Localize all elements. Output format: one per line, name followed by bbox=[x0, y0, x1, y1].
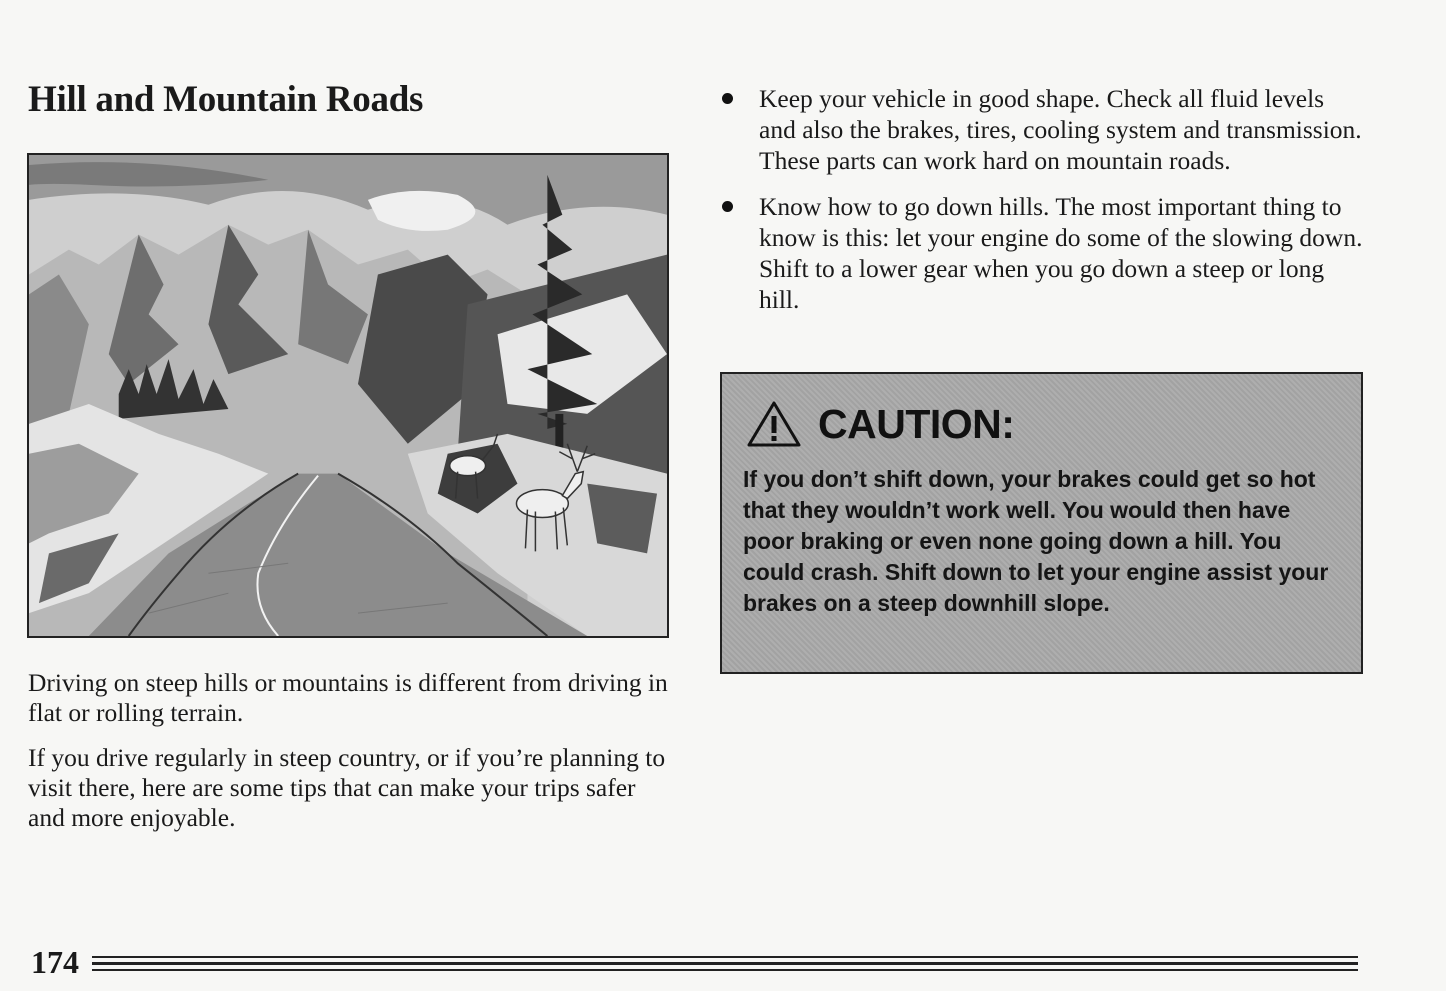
footer-rule bbox=[92, 962, 1358, 965]
bullet-icon bbox=[722, 93, 733, 104]
footer-rule bbox=[92, 969, 1358, 971]
list-item bbox=[716, 191, 1366, 315]
list-item-text: Keep your vehicle in good shape. Check all fluid levels and also the brakes, tires, cooling system and transmission. These parts can work hard on mountain roads. bbox=[759, 84, 1362, 175]
footer-rule bbox=[92, 956, 1358, 958]
bullet-icon bbox=[722, 201, 733, 212]
list-item-text: Know how to go down hills. The most important thing to know is this: let your engine do some of the slowing down. Shift to a lower gear when you go down a steep or long hill. bbox=[759, 192, 1363, 314]
mountain-road-illustration bbox=[27, 153, 669, 638]
tips-list bbox=[716, 83, 1366, 330]
intro-paragraph: Driving on steep hills or mountains is different from driving in flat or rolling terrain. bbox=[28, 668, 668, 727]
caution-text: If you don’t shift down, your brakes could get so hot that they wouldn’t work well. You would then have poor braking or even none going down a hill. You could crash. Shift down to let your engine assist your brakes on a steep downhill slope. bbox=[743, 466, 1329, 616]
caution-title: CAUTION: bbox=[818, 400, 1015, 447]
warning-triangle-icon bbox=[746, 400, 802, 448]
caution-box bbox=[720, 372, 1363, 674]
list-item bbox=[716, 83, 1366, 176]
page-title: Hill and Mountain Roads bbox=[28, 79, 424, 120]
page-number: 174 bbox=[31, 944, 79, 980]
tips-paragraph: If you drive regularly in steep country, or if you’re planning to visit there, here are some tips that can make your trips safer and more enjoyable. bbox=[28, 743, 666, 832]
caution-header bbox=[746, 400, 1014, 448]
